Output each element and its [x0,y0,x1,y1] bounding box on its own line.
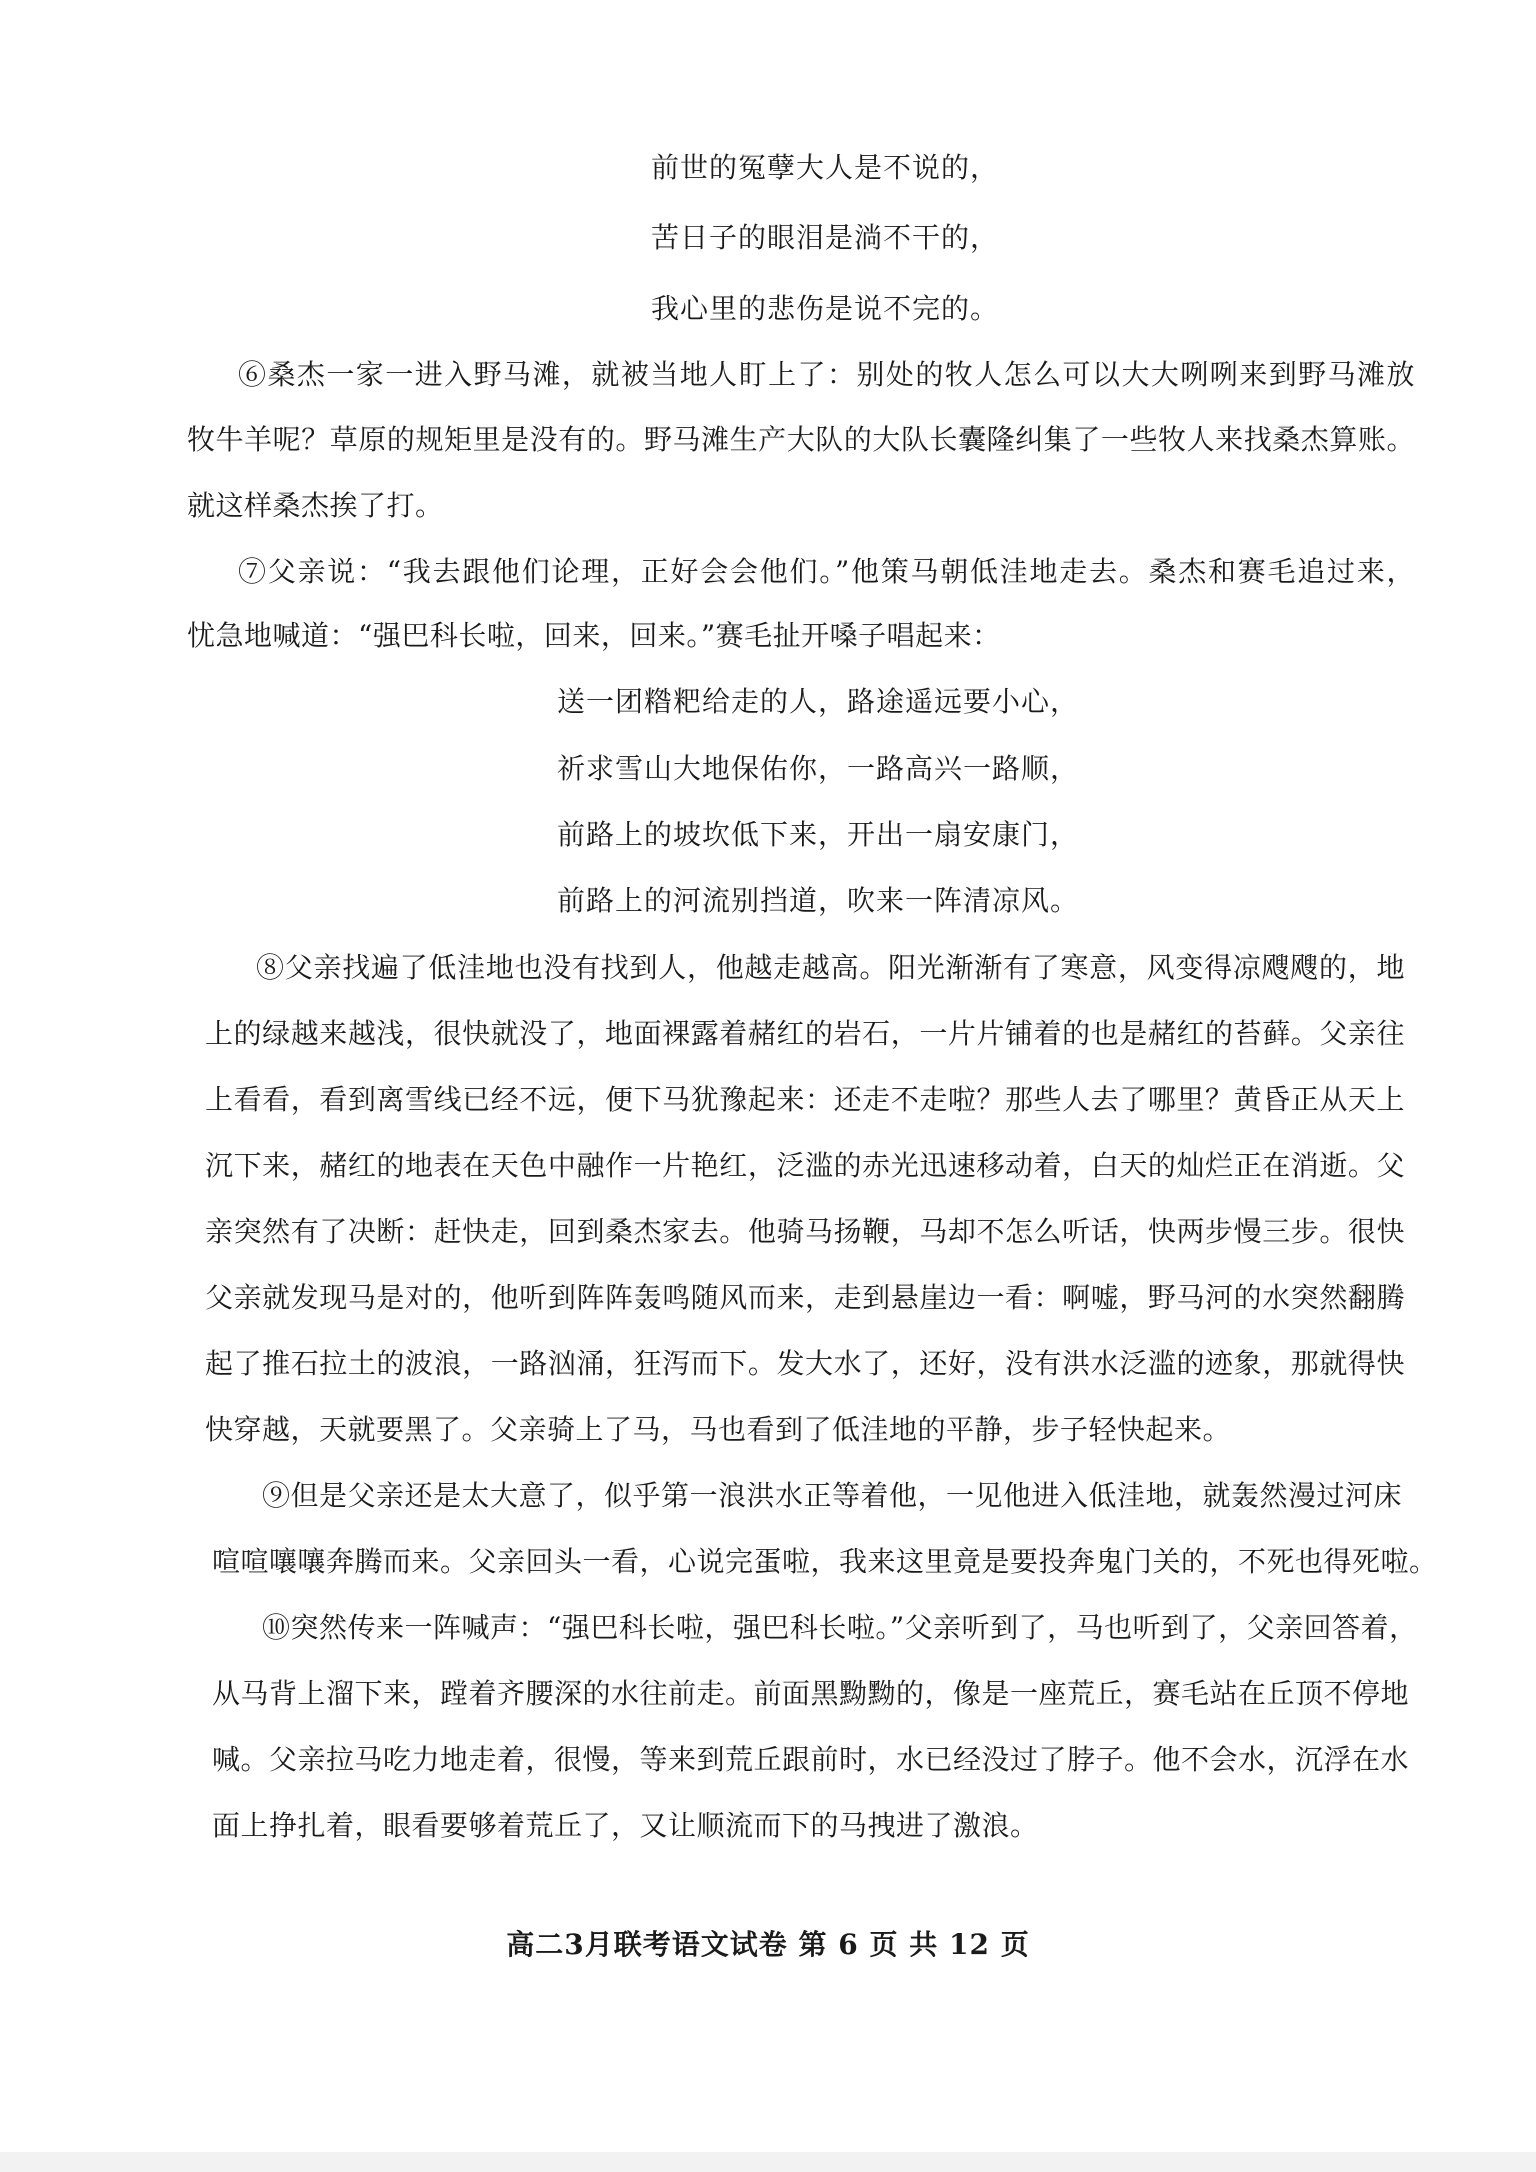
song-line: 祈求雪山大地保佑你，一路高兴一路顺， [557,752,1080,785]
paragraph-8-line: 上的绿越来越浅，很快就没了，地面裸露着赭红的岩石，一片片铺着的也是赭红的苔藓。父亲往 [205,1017,1405,1050]
paragraph-10-line: 从马背上溜下来，蹚着齐腰深的水往前走。前面黑黝黝的，像是一座荒丘，赛毛站在丘顶不停地 [212,1677,1410,1710]
paragraph-10-line: 喊。父亲拉马吃力地走着，很慢，等来到荒丘跟前时，水已经没过了脖子。他不会水，沉浮在水 [212,1743,1410,1776]
song-line: 前路上的坡坎低下来，开出一扇安康门， [557,818,1080,851]
paragraph-8-line: 父亲就发现马是对的，他听到阵阵轰鸣随风而来，走到悬崖边一看：啊嘘，野马河的水突然翻腾 [205,1281,1405,1314]
poem-line: 前世的冤孽大人是不说的， [651,151,1000,184]
paragraph-9-line: ⑨但是父亲还是太大意了，似乎第一浪洪水正等着他，一见他进入低洼地，就轰然漫过河床 [262,1479,1403,1512]
paragraph-10-line: 面上挣扎着，眼看要够着荒丘了，又让顺流而下的马拽进了激浪。 [212,1809,1039,1842]
paragraph-8-line: 沉下来，赭红的地表在天色中融作一片艳红，泛滥的赤光迅速移动着，白天的灿烂正在消逝。父 [205,1149,1405,1182]
paragraph-7-line: 忧急地喊道：“强巴科长啦，回来，回来。”赛毛扯开嗓子唱起来： [187,619,1001,652]
paragraph-6-line: ⑥桑杰一家一进入野马滩，就被当地人盯上了：别处的牧人怎么可以大大咧咧来到野马滩放 [238,358,1415,391]
paragraph-7-line: ⑦父亲说：“我去跟他们论理，正好会会他们。”他策马朝低洼地走去。桑杰和赛毛追过来， [238,555,1415,588]
poem-line: 苦日子的眼泪是淌不干的， [651,221,1000,254]
paragraph-8-line: 亲突然有了决断：赶快走，回到桑杰家去。他骑马扬鞭，马却不怎么听话，快两步慢三步。很快 [205,1215,1405,1248]
paragraph-6-line: 牧牛羊呢？草原的规矩里是没有的。野马滩生产大队的大队长囊隆纠集了一些牧人来找桑杰算账。 [187,423,1415,456]
paragraph-8-line: 快穿越，天就要黑了。父亲骑上了马，马也看到了低洼地的平静，步子轻快起来。 [205,1413,1232,1446]
scan-bottom-edge [0,2152,1536,2172]
song-line: 前路上的河流别挡道，吹来一阵清凉风。 [557,884,1080,917]
song-line: 送一团糌粑给走的人，路途遥远要小心， [557,685,1080,718]
paragraph-8-line: ⑧父亲找遍了低洼地也没有找到人，他越走越高。阳光渐渐有了寒意，风变得凉飕飕的，地 [256,951,1405,984]
paragraph-10-line: ⑩突然传来一阵喊声：“强巴科长啦，强巴科长啦。”父亲听到了，马也听到了，父亲回答着， [262,1611,1418,1644]
paragraph-9-line: 喧喧嚷嚷奔腾而来。父亲回头一看，心说完蛋啦，我来这里竟是要投奔鬼门关的，不死也得死啦。 [212,1545,1438,1578]
paragraph-8-line: 上看看，看到离雪线已经不远，便下马犹豫起来：还走不走啦？那些人去了哪里？黄昏正从天上 [205,1083,1405,1116]
paragraph-6-line: 就这样桑杰挨了打。 [187,489,444,522]
paragraph-8-line: 起了推石拉土的波浪，一路汹涌，狂泻而下。发大水了，还好，没有洪水泛滥的迹象，那就得快 [205,1347,1405,1380]
page-footer: 高二3月联考语文试卷 第 6 页 共 12 页 [506,1928,1030,1961]
poem-line: 我心里的悲伤是说不完的。 [651,292,1000,325]
